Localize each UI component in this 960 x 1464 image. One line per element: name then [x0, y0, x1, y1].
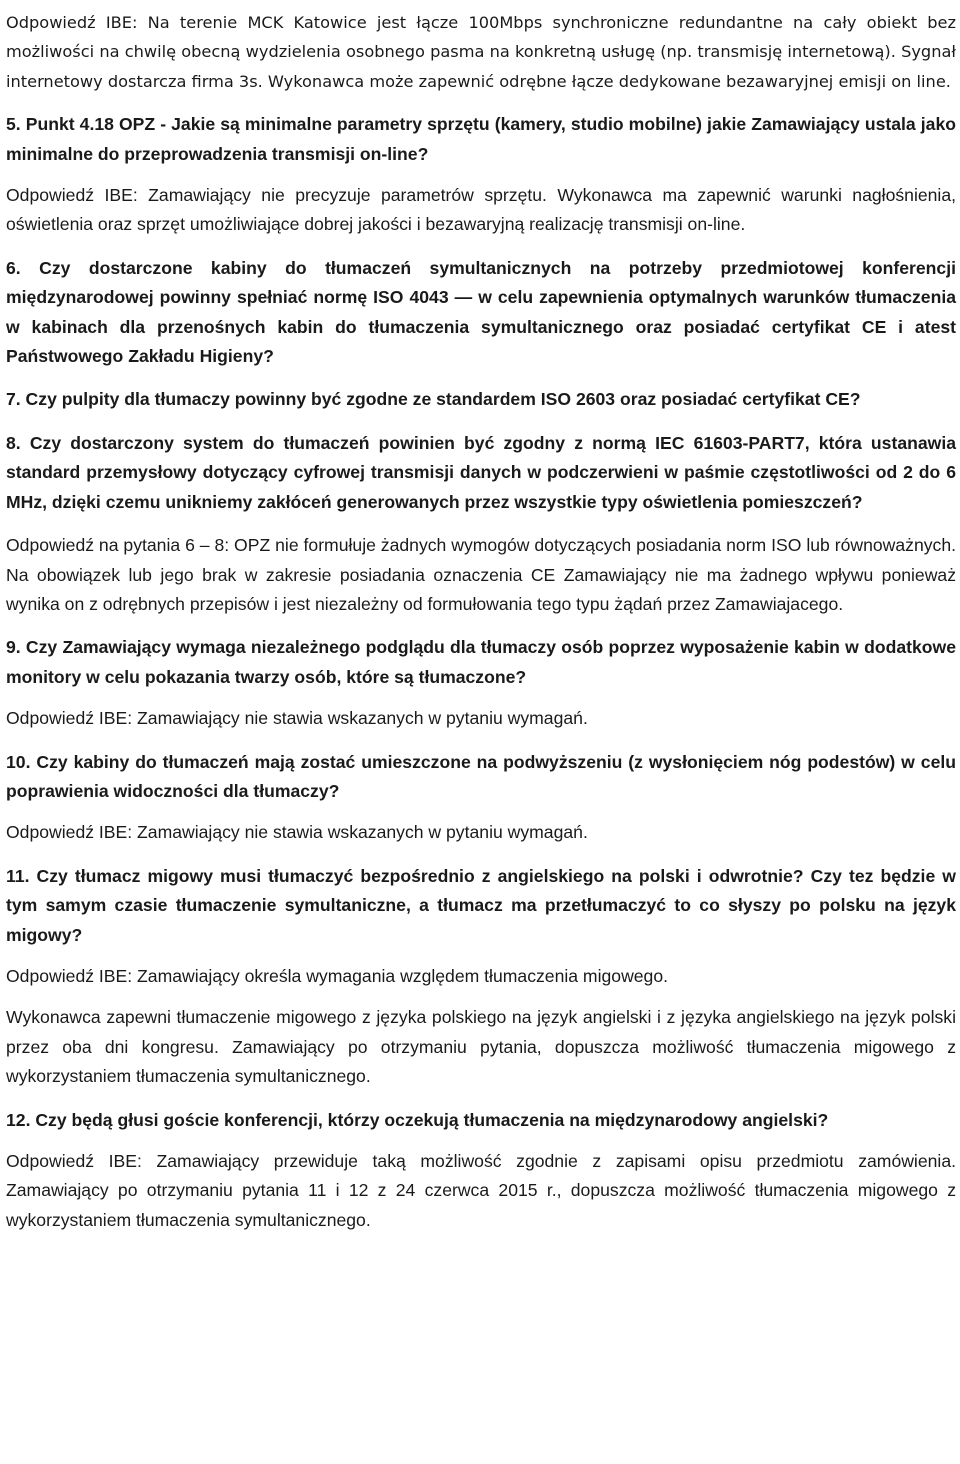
- question-11: 11. Czy tłumacz migowy musi tłumaczyć bezpośrednio z angielskiego na polski i odwrotnie? Czy tez będzie w tym samym czasie tłumaczenie symultaniczne, a tłumacz ma przetłumaczyć to co słyszy po polsku na język migowy?: [6, 865, 956, 945]
- answer-internet-link: Odpowiedź IBE: Na terenie MCK Katowice jest łącze 100Mbps synchroniczne redundantne na cały obiekt bez możliwości na chwilę obecną wydzielenia osobnego pasma na konkretną usługę (np. transmisję internetową). Sygnał internetowy dostarcza firma 3s. Wykonawca może zapewnić odrębne łącze dedykowane bezawaryjnej emisji on line.: [6, 13, 956, 91]
- answer-12: Odpowiedź IBE: Zamawiający przewiduje taką możliwość zgodnie z zapisami opisu przedmiotu zamówienia. Zamawiający po otrzymaniu pytania 11 i 12 z 24 czerwca 2015 r., dopuszcza możliwość tłumaczenia migowego z wykorzystaniem tłumaczenia symultanicznego.: [6, 1151, 956, 1230]
- question-8: 8. Czy dostarczony system do tłumaczeń powinien być zgodny z normą IEC 61603-PART7, która ustanawia standard przemysłowy dotyczący cyfrowej transmisji danych w podczerwieni w paśmie częstotliwości od 2 do 6 MHz, dzięki czemu unikniemy zakłóceń generowanych przez wszystkie typy oświetlenia pomieszczeń?: [6, 432, 956, 512]
- question-10: 10. Czy kabiny do tłumaczeń mają zostać umieszczone na podwyższeniu (z wysłonięciem nóg podestów) w celu poprawienia widoczności dla tłumaczy?: [6, 751, 956, 801]
- question-6: 6. Czy dostarczone kabiny do tłumaczeń symultanicznych na potrzeby przedmiotowej konferencji międzynarodowej powinny spełniać normę ISO 4043 — w celu zapewnienia optymalnych warunków tłumaczenia w kabinach dla przenośnych kabin do tłumaczenia symultanicznego oraz posiadać certyfikat CE i atest Państwowego Zakładu Higieny?: [6, 257, 956, 367]
- answer-10: Odpowiedź IBE: Zamawiający nie stawia wskazanych w pytaniu wymagań.: [6, 822, 588, 843]
- question-7: 7. Czy pulpity dla tłumaczy powinny być zgodne ze standardem ISO 2603 oraz posiadać certyfikat CE?: [6, 389, 861, 410]
- answer-5: Odpowiedź IBE: Zamawiający nie precyzuje parametrów sprzętu. Wykonawca ma zapewnić warunki nagłośnienia, oświetlenia oraz sprzęt umożliwiające dobrej jakości i bezawaryjną realizację transmisji on-line.: [6, 185, 956, 235]
- answer-11: Odpowiedź IBE: Zamawiający określa wymagania względem tłumaczenia migowego.: [6, 965, 669, 986]
- answer-6-8: Odpowiedź na pytania 6 – 8: OPZ nie formułuje żadnych wymogów dotyczących posiadania norm ISO lub równoważnych. Na obowiązek lub jego brak w zakresie posiadania oznaczenia CE Zamawiający nie ma żadnego wpływu ponieważ wynika on z odrębnych przepisów i jest niezależny od formułowania tego typu żądań przez Zamawiajacego.: [6, 535, 956, 614]
- answer-9: Odpowiedź IBE: Zamawiający nie stawia wskazanych w pytaniu wymagań.: [6, 708, 588, 729]
- question-12: 12. Czy będą głusi goście konferencji, którzy oczekują tłumaczenia na międzynarodowy angielski?: [6, 1109, 829, 1130]
- document-page: [6, 8, 956, 1235]
- question-5: 5. Punkt 4.18 OPZ - Jakie są minimalne parametry sprzętu (kamery, studio mobilne) jakie Zamawiający ustala jako minimalne do przeprowadzenia transmisji on-line?: [6, 114, 956, 164]
- question-9: 9. Czy Zamawiający wymaga niezależnego podglądu dla tłumaczy osób poprzez wyposażenie kabin w dodatkowe monitory w celu pokazania twarzy osób, które są tłumaczone?: [6, 637, 956, 687]
- answer-11-detail: Wykonawca zapewni tłumaczenie migowego z języka polskiego na język angielski i z języka angielskiego na język polski przez oba dni kongresu. Zamawiający po otrzymaniu pytania, dopuszcza możliwość tłumaczenia migowego z wykorzystaniem tłumaczenia symultanicznego.: [6, 1007, 956, 1087]
